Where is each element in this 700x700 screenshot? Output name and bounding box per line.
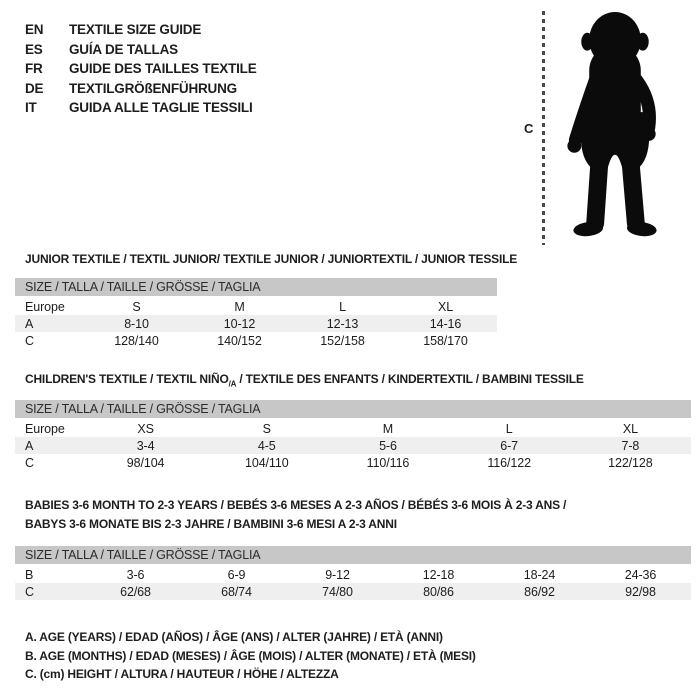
measure-c-label: C <box>524 120 534 136</box>
size-cell: M <box>234 299 245 314</box>
size-cell: 98/104 <box>126 455 165 470</box>
language-code: ES <box>25 41 43 57</box>
language-code: DE <box>25 80 44 96</box>
size-cell: L <box>339 299 346 314</box>
language-row-en <box>25 20 257 40</box>
footnote-b: B. AGE (MONTHS) / EDAD (MESES) / ÂGE (MOIS) / ALTER (MONATE) / ETÀ (MESI) <box>25 648 476 663</box>
table-row <box>15 454 691 471</box>
size-cell: 86/92 <box>524 584 555 599</box>
size-cell: S <box>132 299 141 314</box>
language-row-de <box>25 79 257 99</box>
size-cell: 8-10 <box>124 316 149 331</box>
size-cell: 116/122 <box>487 455 531 470</box>
language-row-es <box>25 40 257 60</box>
size-cell: 152/158 <box>320 333 365 348</box>
size-cell: 4-5 <box>257 438 276 453</box>
size-cell: 68/74 <box>221 584 252 599</box>
size-cell: 80/86 <box>423 584 454 599</box>
row-label: C <box>25 584 34 599</box>
title-text: CHILDREN'S TEXTILE / TEXTIL NIÑO <box>25 372 229 386</box>
babies-size-table <box>15 566 691 600</box>
language-label: GUIDA ALLE TAGLIE TESSILI <box>69 100 253 115</box>
junior-size-table <box>15 298 497 349</box>
junior-textile-section <box>15 252 518 349</box>
row-label: C <box>25 333 34 348</box>
language-label: TEXTILE SIZE GUIDE <box>69 22 202 37</box>
size-cell: 12-18 <box>422 567 455 582</box>
row-label: A <box>25 438 34 453</box>
table-row <box>15 566 691 583</box>
row-label: A <box>25 316 34 331</box>
size-header-bar: SIZE / TALLA / TAILLE / GRÖSSE / TAGLIA <box>15 400 691 418</box>
table-row <box>15 298 497 315</box>
height-measure-figure <box>524 8 681 248</box>
size-cell: 128/140 <box>114 333 159 348</box>
table-row <box>15 437 691 454</box>
table-row <box>15 332 497 349</box>
title-text: / TEXTILE DES ENFANTS / KINDERTEXTIL / BAMBINI TESSILE <box>236 372 584 386</box>
footnote-a: A. AGE (YEARS) / EDAD (AÑOS) / ÂGE (ANS) / ALTER (JAHRE) / ETÀ (ANNI) <box>25 630 443 644</box>
size-cell: 62/68 <box>120 584 151 599</box>
language-list <box>25 20 257 118</box>
size-cell: 12-13 <box>326 316 359 331</box>
language-code: IT <box>25 100 37 115</box>
section-title-babies <box>25 496 691 534</box>
table-row <box>15 420 691 437</box>
size-cell: 5-6 <box>379 438 397 453</box>
language-row-fr <box>25 59 257 79</box>
footnotes <box>25 628 476 684</box>
title-subscript: /A <box>228 379 237 389</box>
size-cell: 110/116 <box>366 455 410 470</box>
size-cell: 158/170 <box>423 333 468 348</box>
size-cell: 9-12 <box>325 567 350 582</box>
language-label: GUIDE DES TAILLES TEXTILE <box>69 61 257 76</box>
size-cell: S <box>262 421 271 436</box>
language-row-it <box>25 98 257 118</box>
title-line-2: BABYS 3-6 MONATE BIS 2-3 JAHRE / BAMBINI 3-6 MESI A 2-3 ANNI <box>25 517 397 531</box>
size-cell: 10-12 <box>223 316 256 331</box>
size-cell: M <box>382 421 394 436</box>
size-cell: 122/128 <box>608 455 653 470</box>
size-cell: XS <box>137 421 154 436</box>
row-label: B <box>25 567 34 582</box>
title-line-1: BABIES 3-6 MONTH TO 2-3 YEARS / BEBÉS 3-6 MESES A 2-3 AÑOS / BÉBÉS 3-6 MOIS À 2-3 ANS / <box>25 498 567 512</box>
table-row <box>15 315 497 332</box>
size-cell: XL <box>622 421 638 436</box>
size-cell: 6-9 <box>227 567 246 582</box>
table-row <box>15 583 691 600</box>
size-cell: 74/80 <box>322 584 353 599</box>
row-label: Europe <box>25 299 65 314</box>
footnote-c: C. (cm) HEIGHT / ALTURA / HAUTEUR / HÖHE / ALTEZZA <box>25 667 339 681</box>
size-cell: 18-24 <box>523 567 556 582</box>
size-cell: 14-16 <box>429 316 462 331</box>
baby-silhouette-icon <box>549 9 681 247</box>
size-cell: 104/110 <box>245 455 289 470</box>
size-cell: 6-7 <box>500 438 519 453</box>
babies-textile-section <box>15 496 691 600</box>
size-cell: 3-4 <box>136 438 155 453</box>
size-cell: L <box>505 421 513 436</box>
section-title-children <box>25 372 691 388</box>
section-title-junior: JUNIOR TEXTILE / TEXTIL JUNIOR/ TEXTILE JUNIOR / JUNIORTEXTIL / JUNIOR TESSILE <box>25 252 518 266</box>
size-cell: 92/98 <box>625 584 656 599</box>
row-label: Europe <box>25 421 65 436</box>
size-cell: 7-8 <box>621 438 640 453</box>
language-label: GUÍA DE TALLAS <box>69 41 178 57</box>
children-textile-section <box>15 372 691 471</box>
size-header-bar: SIZE / TALLA / TAILLE / GRÖSSE / TAGLIA <box>15 546 691 564</box>
row-label: C <box>25 455 34 470</box>
language-label: TEXTILGRÖßENFÜHRUNG <box>69 80 237 96</box>
dashed-measure-line <box>542 11 545 245</box>
size-header-bar: SIZE / TALLA / TAILLE / GRÖSSE / TAGLIA <box>15 278 497 296</box>
size-cell: 3-6 <box>126 567 145 582</box>
size-cell: 140/152 <box>217 333 262 348</box>
size-cell: 24-36 <box>624 567 657 582</box>
language-code: EN <box>25 22 44 37</box>
size-cell: XL <box>437 299 454 314</box>
children-size-table <box>15 420 691 471</box>
language-code: FR <box>25 61 43 76</box>
